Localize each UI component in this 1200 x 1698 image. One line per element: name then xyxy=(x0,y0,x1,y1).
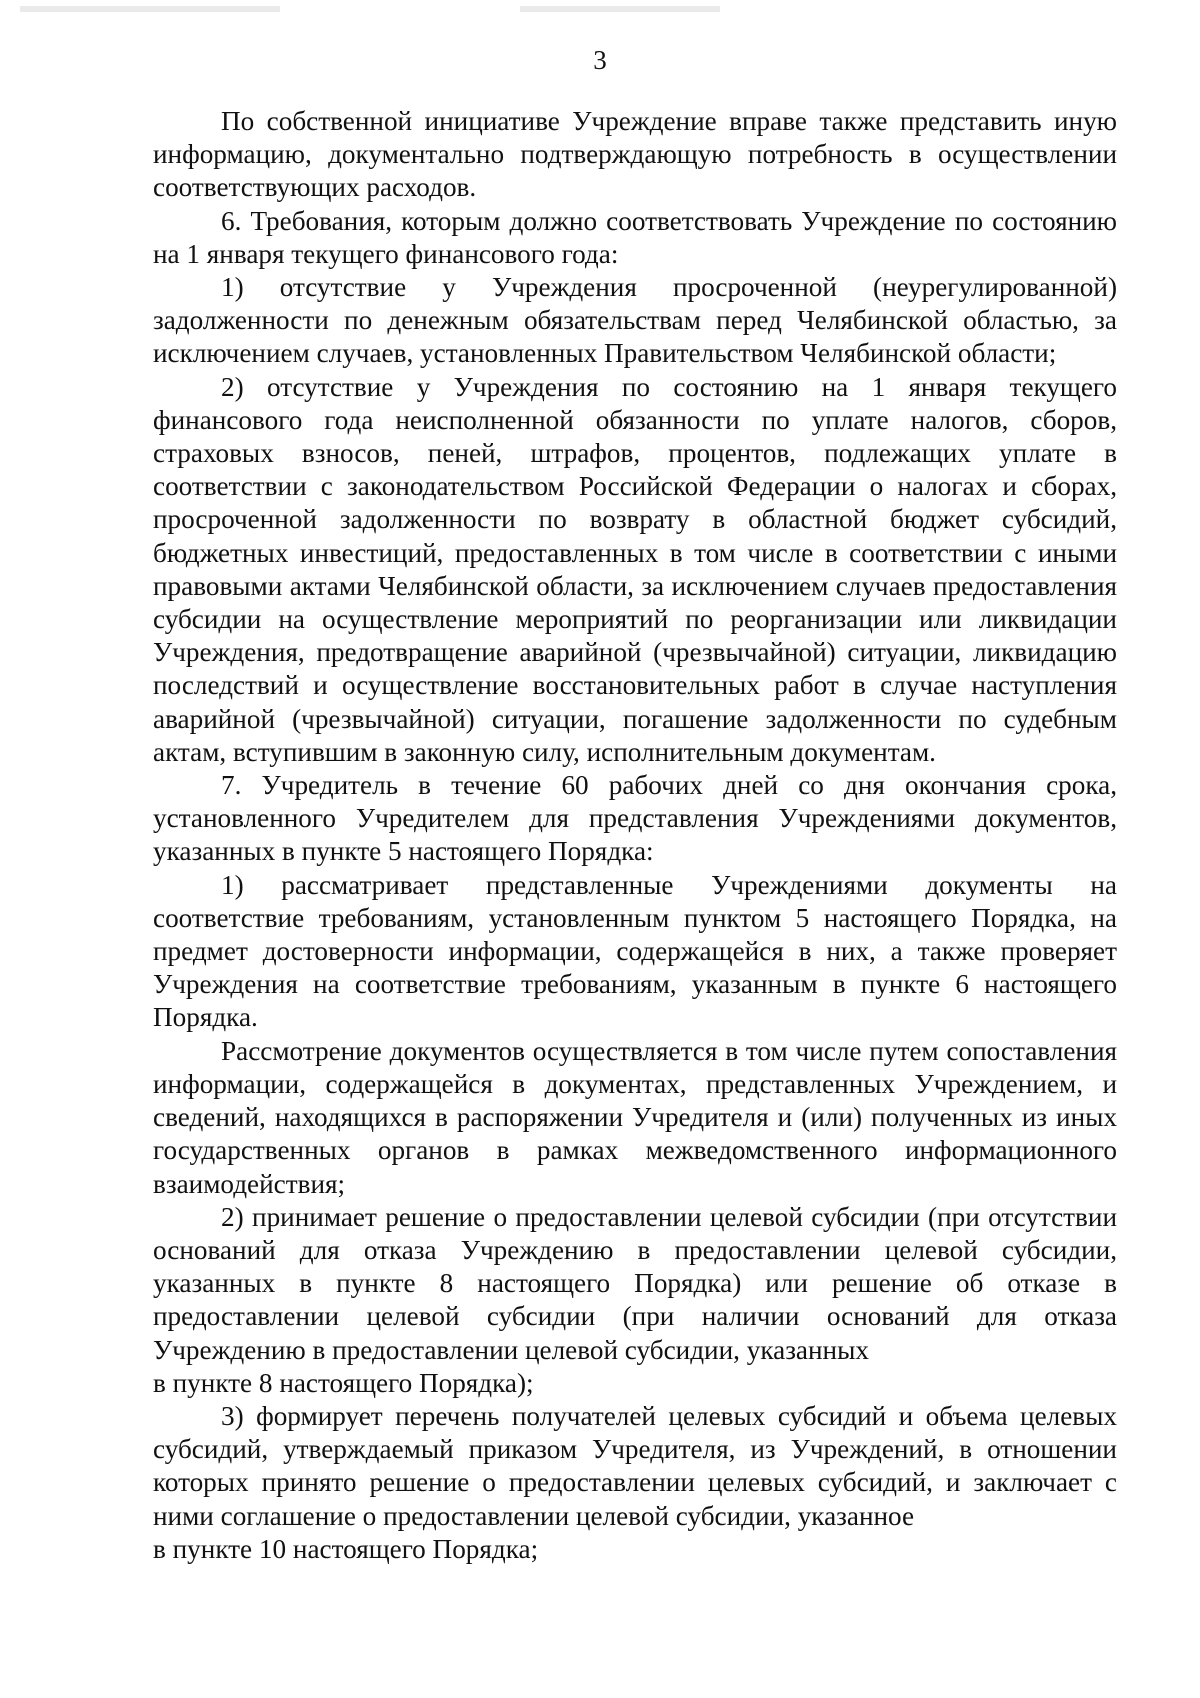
paragraph-continuation: в пункте 10 настоящего Порядка; xyxy=(153,1533,539,1564)
document-body xyxy=(153,105,1117,1566)
page-number: 3 xyxy=(593,45,607,75)
paragraph: 3) формирует перечень получателей целевых субсидий и объема целевых субсидий, утверждаемый приказом Учредителя, из Учреждений, в отношении которых принято решение о предоставлении целевых субсидий, и заключает с ними соглашение о предоставлении целевой субсидии, указанное xyxy=(153,1400,1117,1531)
paragraph: 7. Учредитель в течение 60 рабочих дней со дня окончания срока, установленного Учредителем для представления Учреждениями документов, указанных в пункте 5 настоящего Порядка: xyxy=(153,770,1117,867)
paragraph: 6. Требования, которым должно соответствовать Учреждение по состоянию на 1 января текущего финансового года: xyxy=(153,205,1117,269)
paragraph: По собственной инициативе Учреждение вправе также представить иную информацию, документально подтверждающую потребность в осуществлении соответствующих расходов. xyxy=(153,106,1117,203)
paragraph: Рассмотрение документов осуществляется в том числе путем сопоставления информации, содержащейся в документах, представленных Учреждением, и сведений, находящихся в распоряжении Учредителя и (или) полученных из иных государственных органов в рамках межведомственного информационного взаимодействия; xyxy=(153,1035,1117,1199)
paragraph: 1) отсутствие у Учреждения просроченной (неурегулированной) задолженности по денежным обязательствам перед Челябинской областью, за исключением случаев, установленных Правительством Челябинской области; xyxy=(153,272,1117,369)
scan-artifact xyxy=(520,6,720,12)
paragraph: 1) рассматривает представленные Учреждениями документы на соответствие требованиям, установленным пунктом 5 настоящего Порядка, на предмет достоверности информации, содержащейся в них, а также проверяет Учреждения на соответствие требованиям, указанным в пункте 6 настоящего Порядка. xyxy=(153,869,1117,1033)
paragraph: 2) отсутствие у Учреждения по состоянию на 1 января текущего финансового года неисполненной обязанности по уплате налогов, сборов, страховых взносов, пеней, штрафов, процентов, подлежащих уплате в соответствии с законодательством Российской Федерации о налогах и сборах, просроченной задолженности по возврату в областной бюджет субсидий, бюджетных инвестиций, предоставленных в том числе в соответствии с иными правовыми актами Челябинской области, за исключением случаев предоставления субсидии на осуществление мероприятий по реорганизации или ликвидации Учреждения, предотвращение аварийной (чрезвычайной) ситуации, ликвидацию последствий и осуществление восстановительных работ в случае наступления аварийной (чрезвычайной) ситуации, погашение задолженности по судебным актам, вступившим в законную силу, исполнительным документам. xyxy=(153,371,1117,767)
paragraph-continuation: в пункте 8 настоящего Порядка); xyxy=(153,1367,534,1398)
paragraph: 2) принимает решение о предоставлении целевой субсидии (при отсутствии оснований для отказа Учреждению в предоставлении целевой субсидии, указанных в пункте 8 настоящего Порядка) или решение об отказе в предоставлении целевой субсидии (при наличии оснований для отказа Учреждению в предоставлении целевой субсидии, указанных xyxy=(153,1201,1117,1365)
scan-artifact xyxy=(20,6,280,12)
